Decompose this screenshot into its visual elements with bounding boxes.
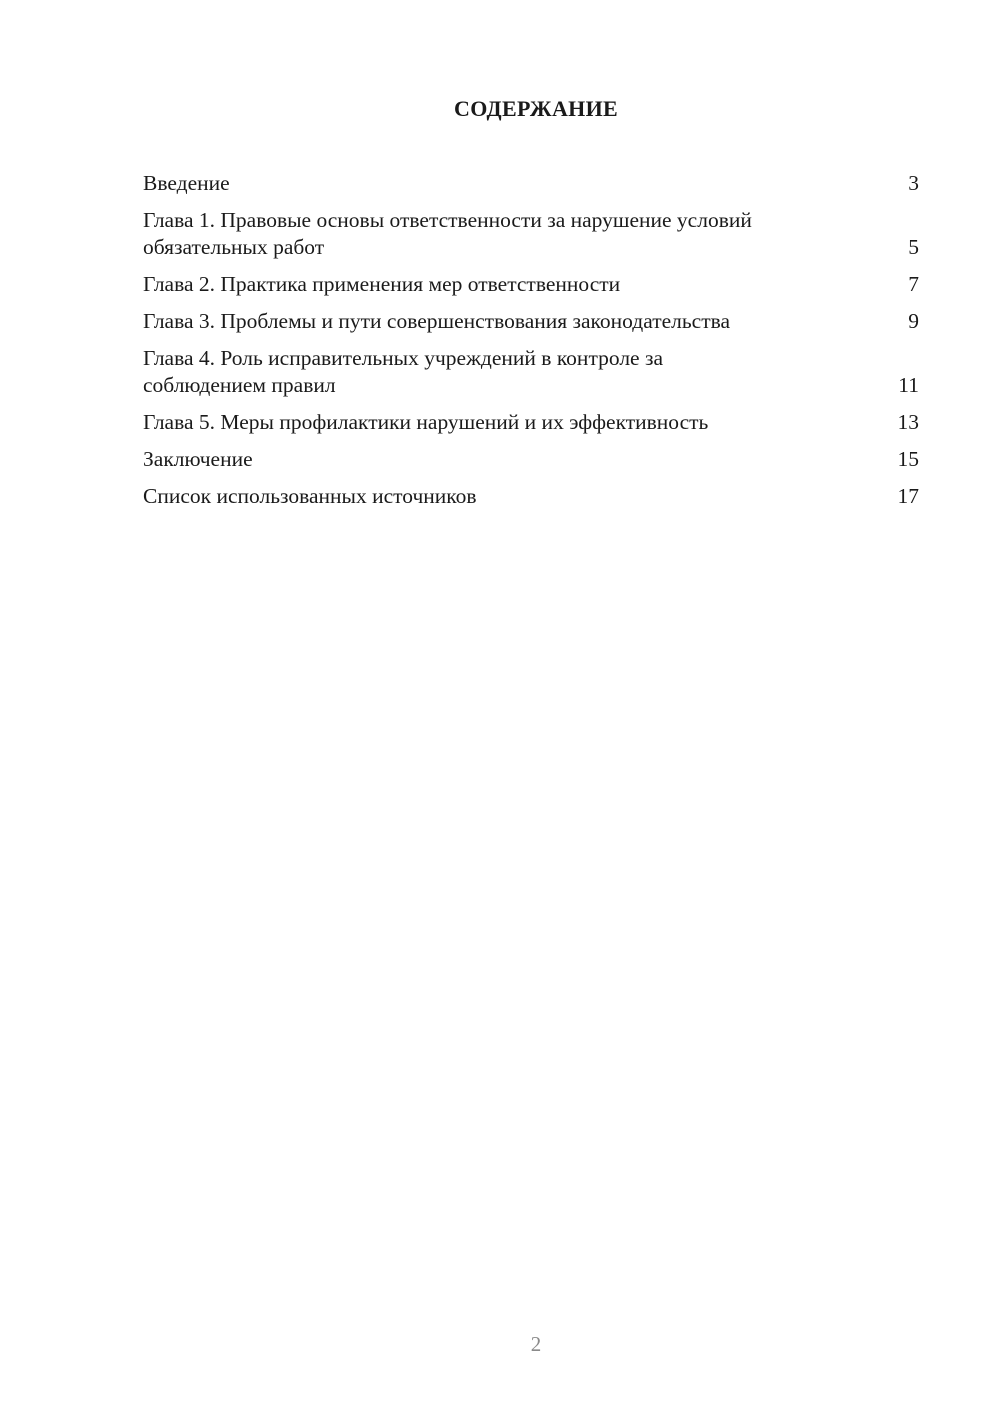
toc-entry-page: 13 bbox=[897, 410, 919, 434]
toc-entry-page: 7 bbox=[908, 272, 919, 296]
toc-entry-page: 11 bbox=[898, 373, 919, 397]
toc-entry-conclusion bbox=[143, 446, 919, 473]
toc-entry-introduction bbox=[143, 170, 919, 197]
table-of-contents bbox=[143, 170, 919, 520]
toc-entry-page: 5 bbox=[908, 235, 919, 259]
toc-entry-title: Заключение bbox=[143, 447, 253, 471]
toc-entry-title: Список использованных источников bbox=[143, 484, 477, 508]
toc-entry-page: 15 bbox=[897, 447, 919, 471]
toc-entry-title: Глава 2. Практика применения мер ответственности bbox=[143, 272, 621, 296]
toc-entry-chapter-3 bbox=[143, 308, 919, 335]
toc-entry-title: Глава 3. Проблемы и пути совершенствования законодательства bbox=[143, 309, 731, 333]
toc-entry-chapter-5 bbox=[143, 409, 919, 436]
toc-entry-page: 9 bbox=[908, 309, 919, 333]
page-number: 2 bbox=[530, 1332, 542, 1356]
toc-entry-chapter-1 bbox=[143, 207, 919, 261]
toc-entry-chapter-2 bbox=[143, 271, 919, 298]
toc-entry-title: Глава 1. Правовые основы ответственности за нарушение условий обязательных работ bbox=[143, 208, 752, 259]
document-title: СОДЕРЖАНИЕ bbox=[454, 96, 618, 121]
toc-entry-page: 17 bbox=[897, 484, 919, 508]
toc-entry-page: 3 bbox=[908, 171, 919, 195]
toc-entry-title: Глава 5. Меры профилактики нарушений и их эффективность bbox=[143, 410, 709, 434]
toc-entry-title: Глава 4. Роль исправительных учреждений в контроле за соблюдением правил bbox=[143, 346, 663, 397]
toc-entry-title: Введение bbox=[143, 171, 230, 195]
toc-entry-references bbox=[143, 483, 919, 510]
toc-entry-chapter-4 bbox=[143, 345, 919, 399]
